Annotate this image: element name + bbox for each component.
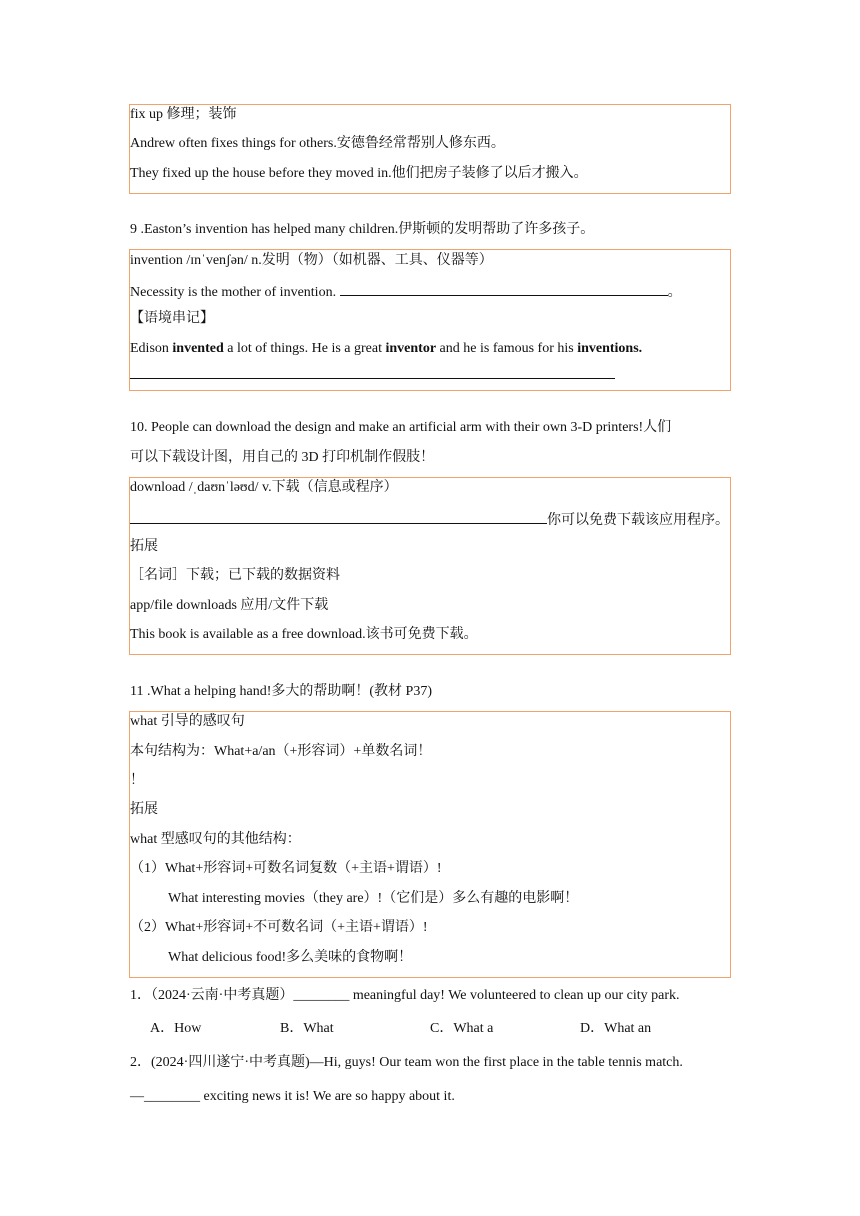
option-a[interactable]: A．How — [150, 1021, 202, 1036]
edison-bold-inventions: inventions. — [577, 341, 643, 356]
translation-line[interactable] — [130, 363, 615, 386]
vocab-download: download /ˌdaʊnˈləʊd/ v.下载（信息或程序） — [130, 480, 398, 495]
structure-2-example: What delicious food!多么美味的食物啊！ — [168, 950, 413, 965]
edison-text-c: a lot of things. He is a great — [223, 341, 386, 356]
example-fix-things: Andrew often fixes things for others.安德鲁经常帮别人修东西。 — [130, 136, 505, 151]
edison-text-e: and he is famous for his — [436, 341, 578, 356]
option-c[interactable]: C．What a — [430, 1021, 494, 1036]
exclamation-mark-line: ！ — [130, 773, 144, 788]
extension-heading-11: 拓展 — [130, 802, 158, 817]
context-chain-heading: 【语境串记】 — [130, 311, 214, 326]
edison-bold-invented: invented — [172, 341, 224, 356]
noun-meaning: ［名词］下载；已下载的数据资料 — [130, 568, 340, 583]
option-b[interactable]: B．What — [280, 1021, 334, 1036]
question-1-rest: meaningful day! We volunteered to clean up our city park. — [349, 988, 680, 1003]
question-1 — [130, 986, 680, 1006]
question-1-blank[interactable]: ________ — [293, 988, 350, 1003]
sentence-10-line1: 10. People can download the design and make an artificial arm with their own 3-D printers!人们 — [130, 420, 672, 435]
edison-bold-inventor: inventor — [385, 341, 437, 356]
question-2-dash: — — [130, 1089, 144, 1104]
structure-1: （1）What+形容词+可数名词复数（+主语+谓语）! — [130, 861, 442, 876]
translation-blank[interactable] — [130, 508, 547, 524]
vocab-invention: invention /ɪnˈvenʃən/ n.发明（物）（如机器、工具、仪器等） — [130, 253, 493, 268]
other-structures-heading: what 型感叹句的其他结构： — [130, 832, 301, 847]
collocation-downloads: app/file downloads 应用/文件下载 — [130, 598, 329, 613]
example-necessity — [130, 280, 682, 303]
question-2-blank[interactable]: ________ — [144, 1089, 200, 1104]
example-edison — [130, 339, 642, 359]
question-2-line2 — [130, 1087, 455, 1107]
example-fixed-up-house: They fixed up the house before they moved in.他们把房子装修了以后才搬入。 — [130, 166, 588, 181]
sentence-10-line2: 可以下载设计图，用自己的 3D 打印机制作假肢！ — [130, 450, 435, 465]
sentence-end-mark: 。 — [667, 285, 682, 300]
grammar-title: what 引导的感叹句 — [130, 714, 245, 729]
translation-blank-long[interactable] — [130, 363, 615, 379]
structure-2: （2）What+形容词+不可数名词（+主语+谓语）! — [130, 920, 428, 935]
structure-line: 本句结构为：What+a/an（+形容词）+单数名词！ — [130, 744, 432, 759]
edison-text-a: Edison — [130, 341, 173, 356]
sentence-11: 11 .What a helping hand!多大的帮助啊！(教材 P37) — [130, 684, 432, 699]
structure-1-example: What interesting movies（they are）!（它们是）多么有趣的电影啊！ — [168, 891, 579, 906]
translation-blank[interactable] — [340, 280, 668, 296]
phrase-fix-up: fix up 修理；装饰 — [130, 107, 237, 122]
sentence-9: 9 .Easton’s invention has helped many children.伊斯顿的发明帮助了许多孩子。 — [130, 222, 595, 237]
download-app-translation: 你可以免费下载该应用程序。 — [547, 513, 729, 528]
example-necessity-text: Necessity is the mother of invention. — [130, 285, 340, 300]
question-1-prefix: 1．（2024·云南·中考真题） — [130, 988, 294, 1003]
option-d[interactable]: D．What an — [580, 1021, 652, 1036]
question-2-rest: exciting news it is! We are so happy about it. — [200, 1089, 455, 1104]
extension-heading: 拓展 — [130, 539, 158, 554]
example-free-download: This book is available as a free download.该书可免费下载。 — [130, 627, 478, 642]
example-download-app — [130, 508, 729, 531]
question-2-line1: 2．(2024·四川遂宁·中考真题)—Hi, guys! Our team won the first place in the table tennis match. — [130, 1055, 683, 1070]
